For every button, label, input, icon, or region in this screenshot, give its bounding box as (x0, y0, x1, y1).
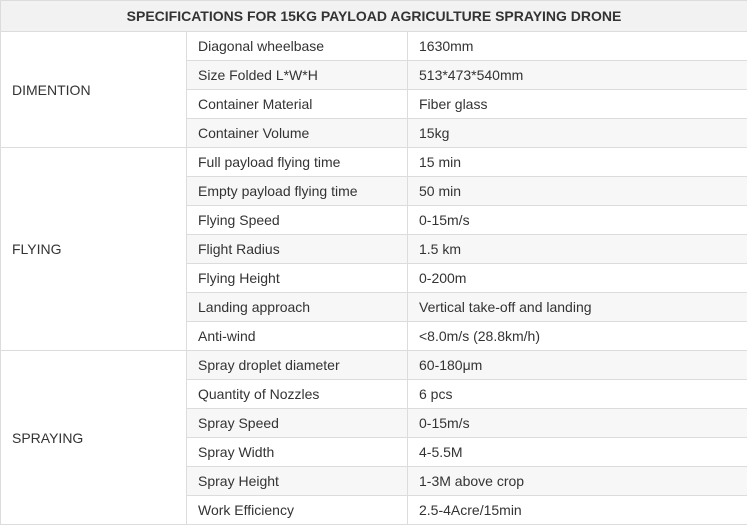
spec-body (1, 32, 747, 525)
category-cell: DIMENTION (1, 32, 187, 148)
value-cell: 0-200m (408, 264, 747, 293)
parameter-cell: Empty payload flying time (187, 177, 408, 206)
value-cell: 2.5-4Acre/15min (408, 496, 747, 525)
value-cell: 1630mm (408, 32, 747, 61)
parameter-cell: Flight Radius (187, 235, 408, 264)
parameter-cell: Spray Speed (187, 409, 408, 438)
parameter-cell: Container Material (187, 90, 408, 119)
table-title: SPECIFICATIONS FOR 15KG PAYLOAD AGRICULTURE SPRAYING DRONE (1, 1, 747, 32)
value-cell: 1-3M above crop (408, 467, 747, 496)
value-cell: Fiber glass (408, 90, 747, 119)
value-cell: 60-180μm (408, 351, 747, 380)
category-cell: SPRAYING (1, 351, 187, 525)
value-cell: 0-15m/s (408, 206, 747, 235)
parameter-cell: Anti-wind (187, 322, 408, 351)
category-cell: FLYING (1, 148, 187, 351)
parameter-cell: Flying Height (187, 264, 408, 293)
parameter-cell: Container Volume (187, 119, 408, 148)
table-row (1, 351, 747, 380)
value-cell: 15 min (408, 148, 747, 177)
table-row (1, 148, 747, 177)
value-cell: 513*473*540mm (408, 61, 747, 90)
parameter-cell: Spray Height (187, 467, 408, 496)
parameter-cell: Landing approach (187, 293, 408, 322)
value-cell: 6 pcs (408, 380, 747, 409)
parameter-cell: Work Efficiency (187, 496, 408, 525)
value-cell: Vertical take-off and landing (408, 293, 747, 322)
value-cell: 4-5.5M (408, 438, 747, 467)
parameter-cell: Spray droplet diameter (187, 351, 408, 380)
value-cell: 1.5 km (408, 235, 747, 264)
parameter-cell: Diagonal wheelbase (187, 32, 408, 61)
parameter-cell: Full payload flying time (187, 148, 408, 177)
parameter-cell: Size Folded L*W*H (187, 61, 408, 90)
parameter-cell: Quantity of Nozzles (187, 380, 408, 409)
value-cell: 50 min (408, 177, 747, 206)
title-row (1, 1, 747, 32)
parameter-cell: Spray Width (187, 438, 408, 467)
table-row (1, 32, 747, 61)
parameter-cell: Flying Speed (187, 206, 408, 235)
value-cell: 15kg (408, 119, 747, 148)
value-cell: 0-15m/s (408, 409, 747, 438)
value-cell: <8.0m/s (28.8km/h) (408, 322, 747, 351)
